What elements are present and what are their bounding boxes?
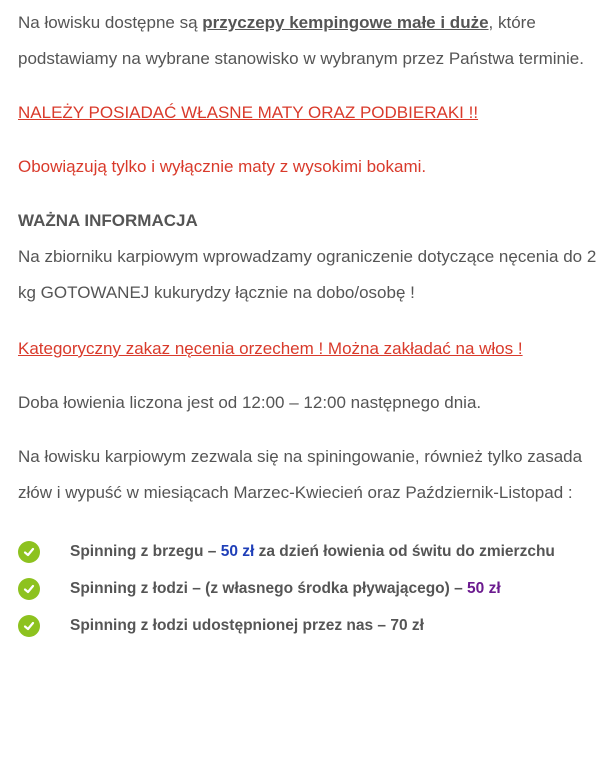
spinning-item-text: Spinning z łodzi udostępnionej przez nas – 70 zł — [70, 616, 424, 634]
campers-link[interactable]: przyczepy kempingowe małe i duże — [202, 13, 489, 32]
spinning-intro: Na łowisku karpiowym zezwala się na spiningowanie, również tylko zasada złów i wypuść w miesiącach Marzec-Kwiecień oraz Październik-Listopad : — [18, 447, 583, 502]
campers-paragraph — [18, 5, 598, 77]
list-item — [18, 607, 598, 644]
content — [0, 5, 598, 644]
fishing-day: Doba łowienia liczona jest od 12:00 – 12:00 następnego dnia. — [18, 393, 482, 412]
check-circle-icon — [18, 541, 40, 563]
spinning-list — [18, 533, 598, 644]
list-item — [18, 533, 598, 570]
price: 50 zł — [467, 579, 501, 597]
mats-rule: Obowiązują tylko i wyłącznie maty z wysokimi bokami. — [18, 157, 427, 176]
list-item — [18, 570, 598, 607]
nuts-warning[interactable]: Kategoryczny zakaz nęcenia orzechem ! Można zakładać na włos ! — [18, 339, 523, 358]
check-circle-icon — [18, 615, 40, 637]
campers-text-end: , które podstawiamy na wybrane stanowisko w wybranym przez Państwa terminie. — [18, 13, 584, 68]
info-text: Na zbiorniku karpiowym wprowadzamy ograniczenie dotyczące nęcenia do 2 kg GOTOWANEJ kukurydzy łącznie na dobo/osobę ! — [18, 247, 597, 302]
campers-text: Na łowisku dostępne są — [18, 13, 203, 32]
price: 50 zł — [220, 542, 255, 560]
spinning-item-text: Spinning z brzegu – 50 zł za dzień łowienia od świtu do zmierzchu — [70, 542, 555, 560]
check-circle-icon — [18, 578, 40, 600]
mats-warning[interactable]: NALEŻY POSIADAĆ WŁASNE MATY ORAZ PODBIERAKI !! — [18, 103, 479, 122]
spinning-item-text: Spinning z łodzi – (z własnego środka pływającego) – 50 zł — [70, 579, 501, 597]
info-heading: WAŻNA INFORMACJA — [18, 211, 198, 230]
